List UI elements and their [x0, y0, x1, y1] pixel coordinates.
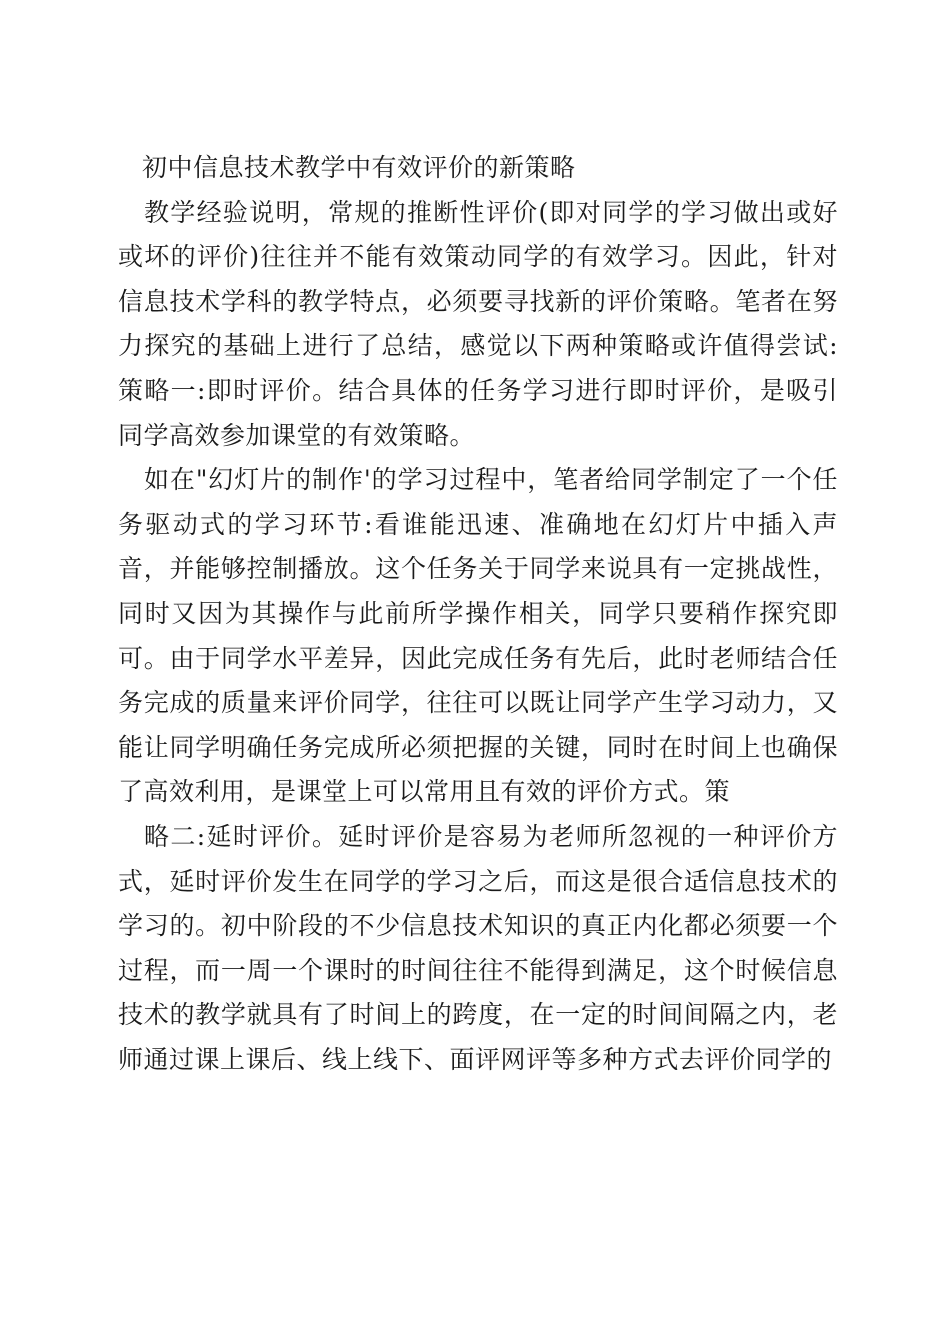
paragraph-intro: 教学经验说明，常规的推断性评价(即对同学的学习做出或好或坏的评价)往往并不能有效策动同学的有效学习。因此，针对信息技术学科的教学特点，必须要寻找新的评价策略。笔者在努力探究的基础上进行了总结，感觉以下两种策略或许值得尝试:策略一:即时评价。结合具体的任务学习进行即时评价，是吸引同学高效参加课堂的有效策略。 [118, 197, 838, 450]
document-title: 初中信息技术教学中有效评价的新策略 [142, 153, 576, 182]
document-body [118, 146, 838, 1082]
paragraph-strategy-one-example: 如在"幻灯片的制作'的学习过程中，笔者给同学制定了一个任务驱动式的学习环节:看谁能迅速、准确地在幻灯片中插入声音，并能够控制播放。这个任务关于同学来说具有一定挑战性，同时又因为其操作与此前所学操作相关，同学只要稍作探究即可。由于同学水平差异，因此完成任务有先后，此时老师结合任务完成的质量来评价同学，往往可以既让同学产生学习动力，又能让同学明确任务完成所必须把握的关键，同时在时间上也确保了高效利用，是课堂上可以常用且有效的评价方式。策 [118, 465, 838, 807]
paragraph-strategy-two: 略二:延时评价。延时评价是容易为老师所忽视的一种评价方式，延时评价发生在同学的学习之后，而这是很合适信息技术的学习的。初中阶段的不少信息技术知识的真正内化都必须要一个过程，而一周一个课时的时间往往不能得到满足，这个时候信息技术的教学就具有了时间上的跨度，在一定的时间间隔之内，老师通过课上课后、线上线下、面评网评等多种方式去评价同学的 [118, 821, 838, 1074]
